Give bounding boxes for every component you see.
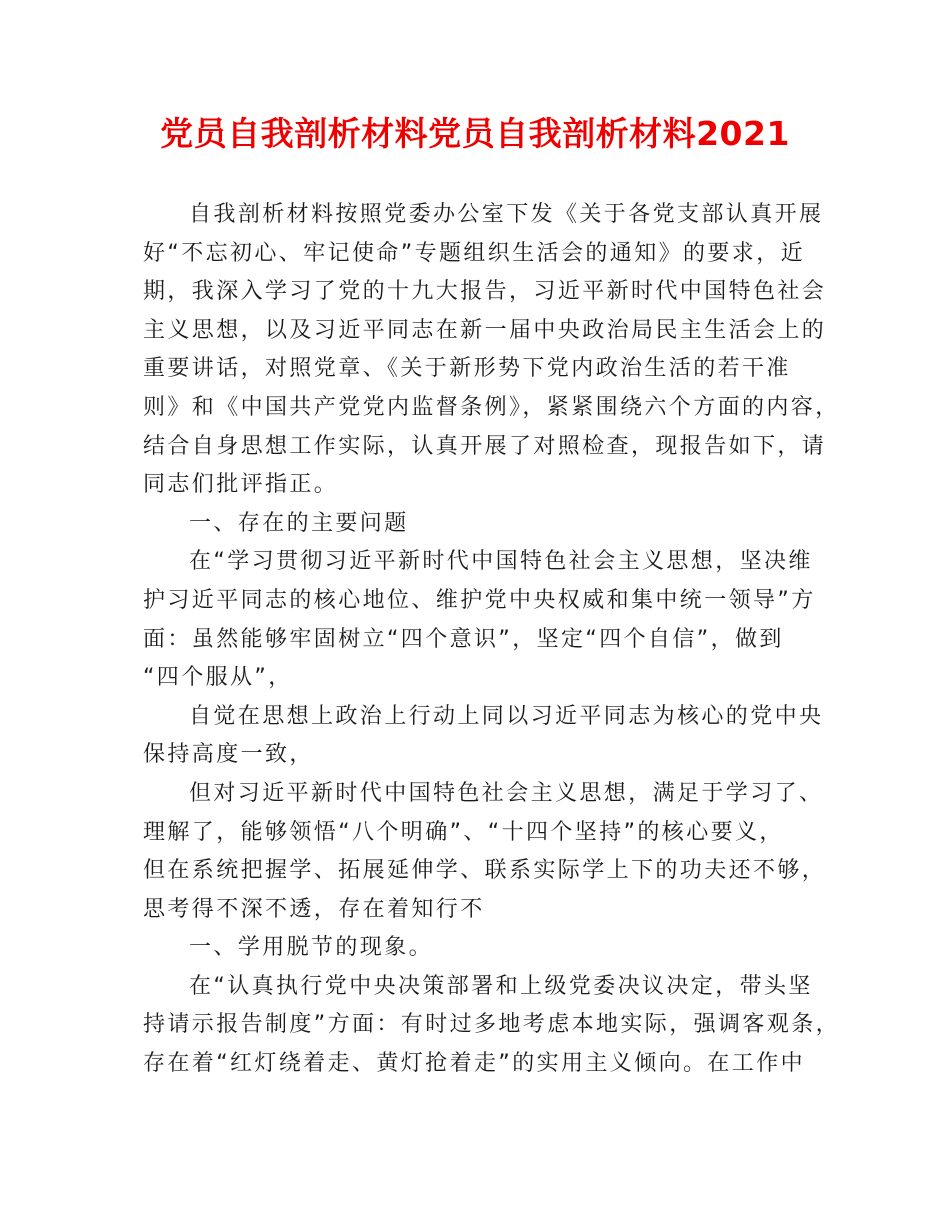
- paragraph-line: 但在系统把握学、拓展延伸学、联系实际学上下的功夫还不够，: [143, 858, 827, 884]
- document-body: [143, 196, 840, 1084]
- paragraph-line: 在“认真执行党中央决策部署和上级党委决议决定，带头坚: [189, 973, 813, 999]
- paragraph-line: 同志们批评指正。: [143, 472, 339, 498]
- paragraph-line: 结合自身思想工作实际，认真开展了对照检查，现报告如下，请: [143, 433, 827, 459]
- paragraph-line: 自觉在思想上政治上行动上同以习近平同志为核心的党中央: [189, 703, 824, 729]
- paragraph-line: 自我剖析材料按照党委办公室下发《关于各党支部认真开展: [189, 202, 824, 227]
- paragraph-line: 但对习近平新时代中国特色社会主义思想，满足于学习了、: [189, 780, 824, 806]
- paragraph-line: 思考得不深不透，存在着知行不: [143, 896, 485, 922]
- paragraph-line: 持请示报告制度”方面：有时过多地考虑本地实际，强调客观条，: [143, 1012, 840, 1038]
- paragraph-line: 理解了，能够领悟“八个明确”、“十四个坚持”的核心要义，: [143, 819, 784, 845]
- section-heading: 一、存在的主要问题: [189, 510, 409, 536]
- paragraph-line: 存在着“红灯绕着走、黄灯抢着走”的实用主义倾向。在工作中: [143, 1051, 805, 1077]
- paragraph-line: 在“学习贯彻习近平新时代中国特色社会主义思想，坚决维: [189, 549, 813, 575]
- document-title: 党员自我剖析材料党员自我剖析材料2021: [160, 114, 790, 153]
- paragraph-line: 保持高度一致，: [143, 742, 314, 768]
- paragraph-line: 护习近平同志的核心地位、维护党中央权威和集中统一领导”方: [143, 587, 816, 613]
- paragraph-line: 好“不忘初心、牢记使命”专题组织生活会的通知》的要求，近: [143, 240, 805, 266]
- paragraph-line: 主义思想，以及习近平同志在新一届中央政治局民主生活会上的: [143, 317, 827, 343]
- paragraph-line: 期，我深入学习了党的十九大报告，习近平新时代中国特色社会: [143, 279, 827, 305]
- paragraph-line: 则》和《中国共产党党内监督条例》，紧紧围绕六个方面的内容，: [143, 394, 840, 420]
- paragraph-line: “四个服从”，: [143, 665, 293, 691]
- paragraph-line: 重要讲话，对照党章、《关于新形势下党内政治生活的若干准: [143, 356, 791, 382]
- section-heading: 一、学用脱节的现象。: [189, 935, 434, 961]
- paragraph-line: 面：虽然能够牢固树立“四个意识”，坚定“四个自信”，做到: [143, 626, 784, 652]
